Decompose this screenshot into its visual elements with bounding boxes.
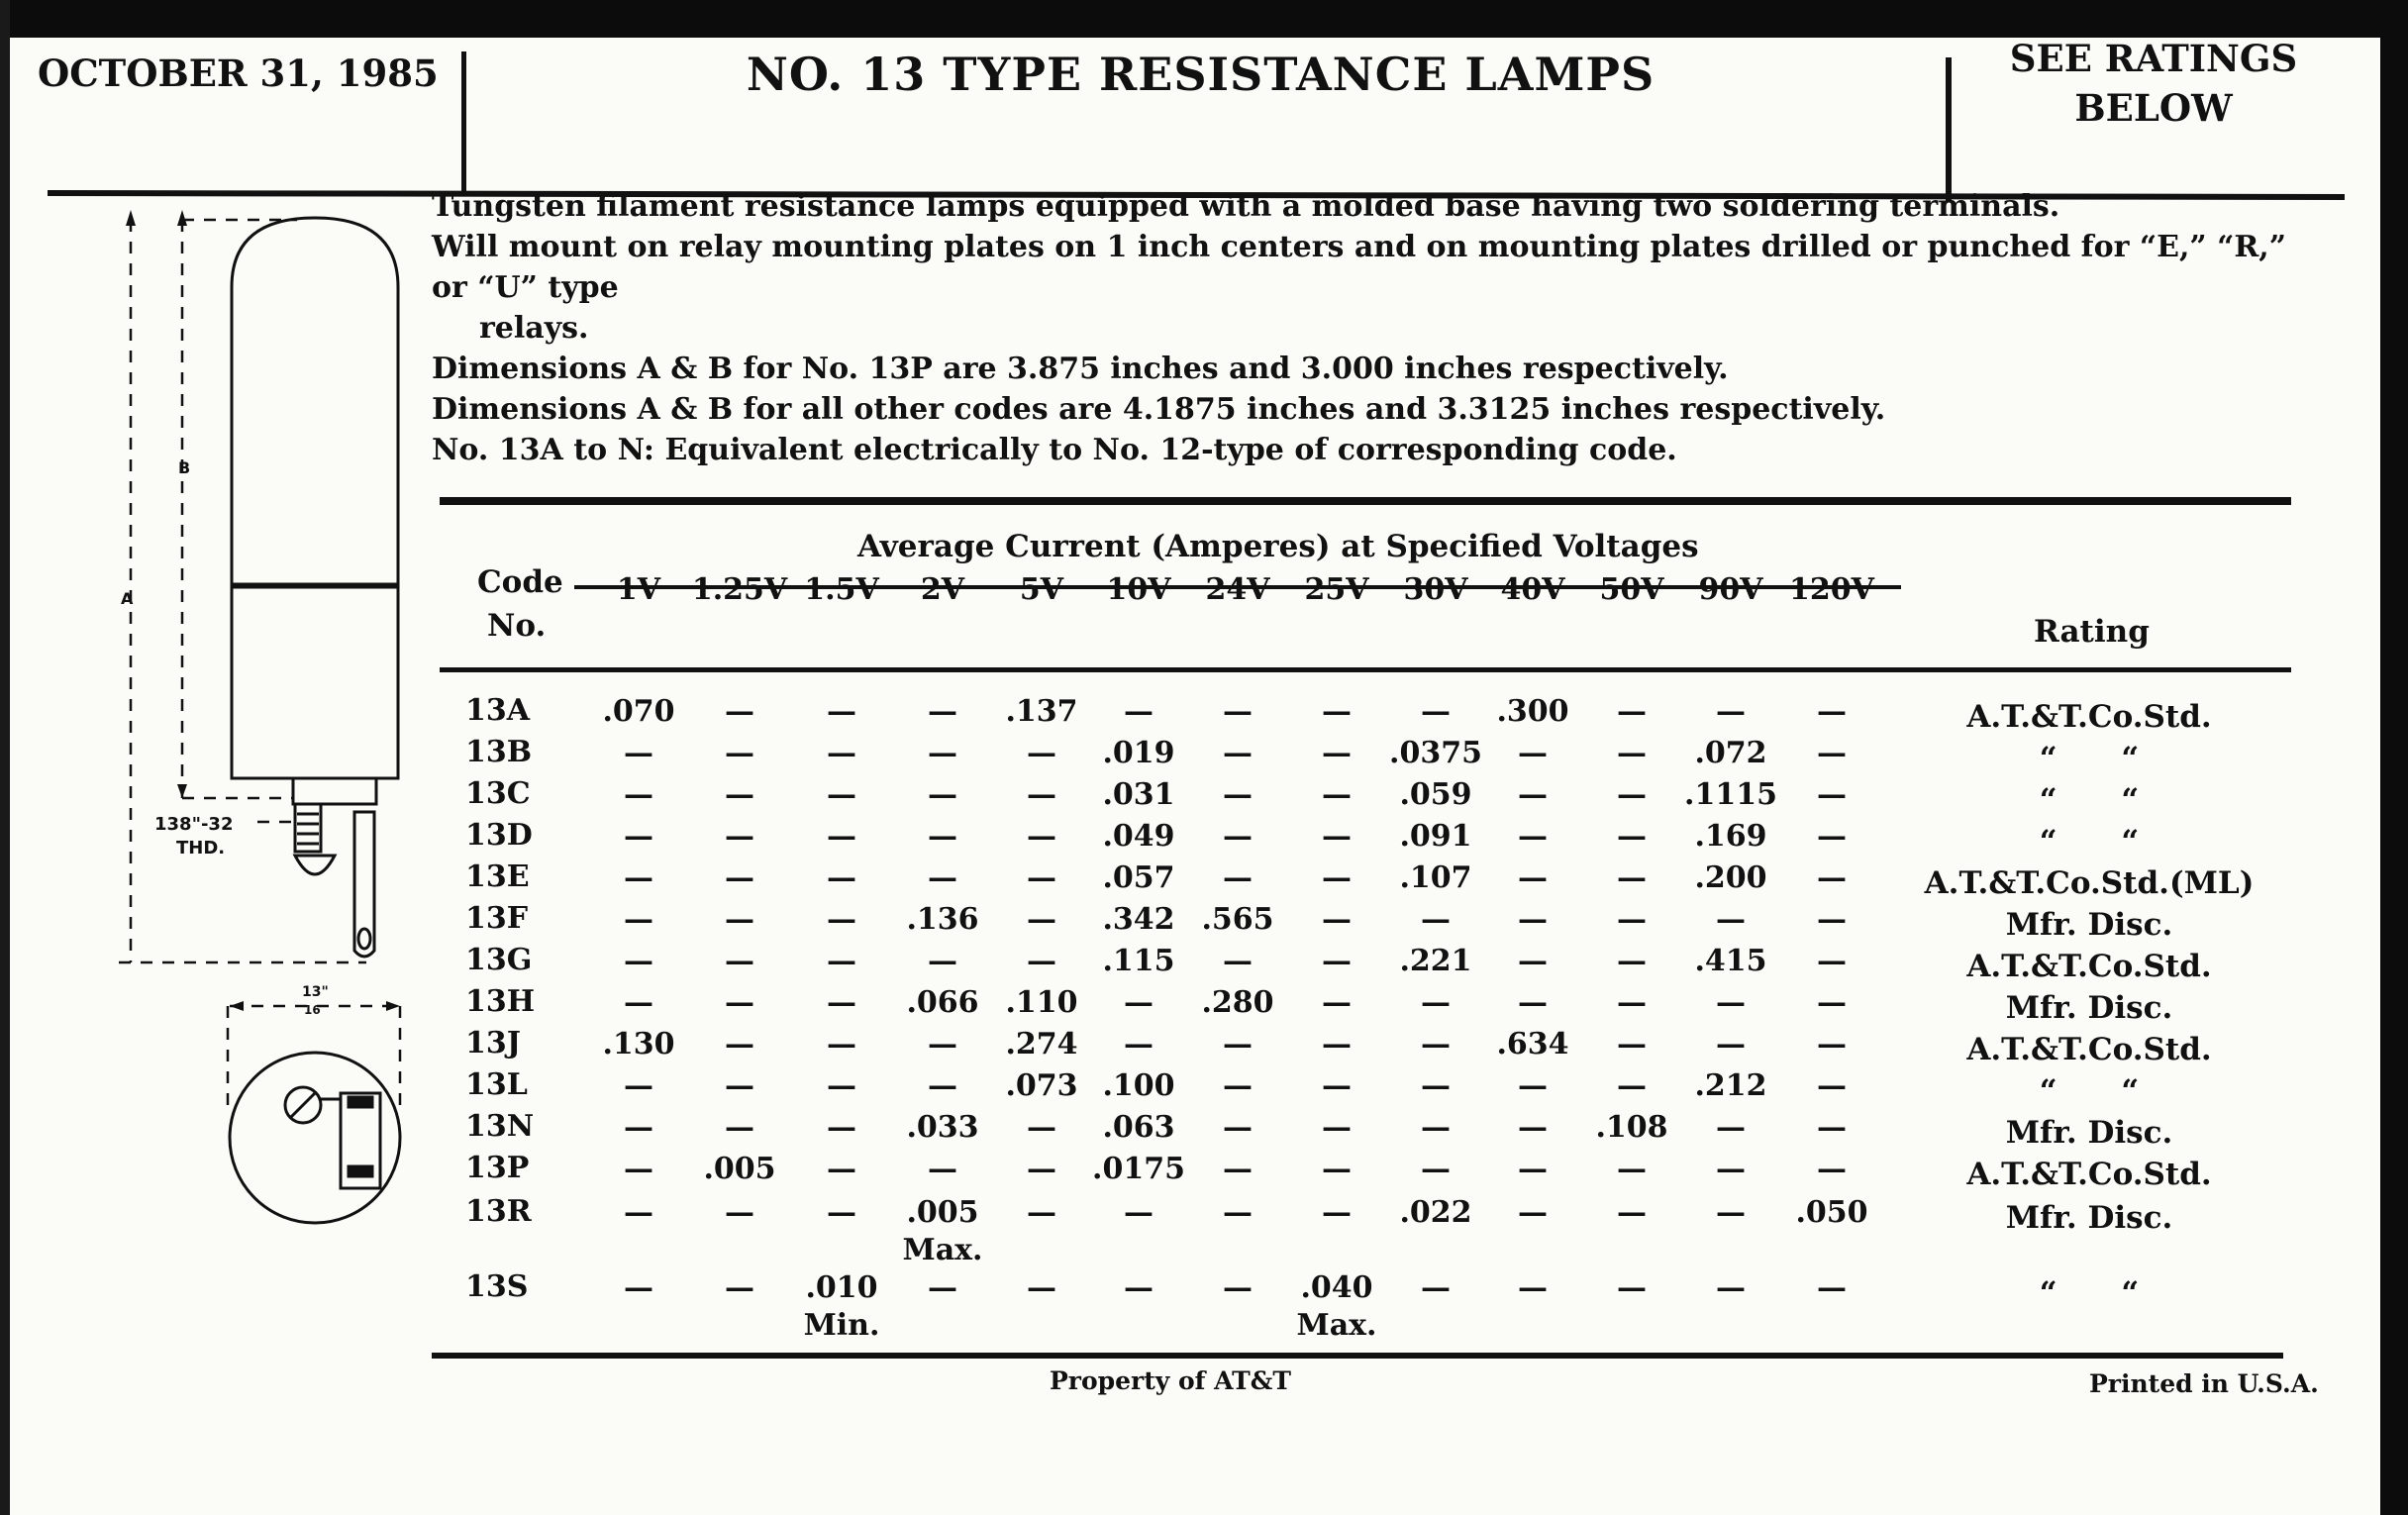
page-title: NO. 13 TYPE RESISTANCE LAMPS bbox=[746, 48, 1656, 101]
table-cell: — bbox=[1027, 944, 1056, 978]
description-line: Dimensions A & B for No. 13P are 3.875 inches and 3.000 inches respectively. bbox=[432, 352, 1729, 386]
table-cell: .107 bbox=[1399, 860, 1472, 895]
row-code: 13G bbox=[465, 943, 533, 977]
table-cell: — bbox=[1617, 819, 1647, 854]
table-cell: — bbox=[1518, 902, 1548, 937]
table-cell: — bbox=[928, 777, 957, 812]
table-cell: — bbox=[1716, 985, 1746, 1020]
table-cell: — bbox=[1617, 860, 1647, 895]
cell-note: Max. bbox=[1296, 1308, 1377, 1343]
table-cell: — bbox=[1817, 1270, 1847, 1305]
description-line: Tungsten filament resistance lamps equipped with a molded base having two soldering terminals. bbox=[432, 189, 2060, 224]
printed-note: Printed in U.S.A. bbox=[2089, 1369, 2319, 1398]
table-cell: — bbox=[1716, 1110, 1746, 1145]
table-cell: .1115 bbox=[1684, 777, 1777, 812]
table-cell: — bbox=[1817, 694, 1847, 729]
table-cell: .115 bbox=[1102, 944, 1175, 978]
table-cell: — bbox=[928, 1152, 957, 1186]
table-cell: — bbox=[827, 860, 856, 895]
table-cell: — bbox=[1027, 819, 1056, 854]
table-cell: — bbox=[1817, 819, 1847, 854]
table-cell: .137 bbox=[1005, 694, 1078, 729]
table-cell: — bbox=[827, 985, 856, 1020]
table-cell: — bbox=[1223, 1270, 1253, 1305]
table-cell: — bbox=[1223, 694, 1253, 729]
table-cell: — bbox=[1223, 819, 1253, 854]
table-cell: — bbox=[1617, 944, 1647, 978]
table-cell: .031 bbox=[1102, 777, 1175, 812]
see-ratings-line2: BELOW bbox=[2074, 86, 2233, 130]
table-cell: — bbox=[1421, 902, 1451, 937]
table-cell: — bbox=[725, 860, 754, 895]
thread-label: THD. bbox=[176, 838, 226, 858]
table-cell: .022 bbox=[1399, 1195, 1472, 1230]
table-cell: — bbox=[1518, 985, 1548, 1020]
table-cell: .059 bbox=[1399, 777, 1472, 812]
voltage-header: 40V bbox=[1500, 572, 1565, 607]
table-cell: — bbox=[1716, 1027, 1746, 1061]
table-cell: — bbox=[1322, 944, 1352, 978]
table-cell: .072 bbox=[1694, 736, 1767, 770]
table-cell: — bbox=[1617, 1068, 1647, 1103]
row-rating: Mfr. Disc. bbox=[2005, 907, 2173, 943]
table-cell: — bbox=[928, 944, 957, 978]
table-cell: .073 bbox=[1005, 1068, 1078, 1103]
table-cell: — bbox=[827, 694, 856, 729]
table-cell: .342 bbox=[1102, 902, 1175, 937]
table-cell: — bbox=[725, 1110, 754, 1145]
table-cell: — bbox=[928, 736, 957, 770]
table-cell: — bbox=[1617, 777, 1647, 812]
table-cell: .005 bbox=[906, 1195, 979, 1230]
table-cell: .040 bbox=[1300, 1270, 1373, 1305]
table-cell: — bbox=[725, 1270, 754, 1305]
table-cell: — bbox=[624, 1110, 653, 1145]
table-cell: .212 bbox=[1694, 1068, 1767, 1103]
table-cell: — bbox=[928, 819, 957, 854]
dimension-b-label: B bbox=[178, 458, 191, 477]
table-cell: — bbox=[1027, 1152, 1056, 1186]
table-cell: .200 bbox=[1694, 860, 1767, 895]
table-cell: — bbox=[1817, 860, 1847, 895]
table-cell: — bbox=[1223, 1068, 1253, 1103]
lamp-bulb-outline bbox=[232, 218, 398, 584]
table-cell: — bbox=[725, 1027, 754, 1061]
voltage-header: 90V bbox=[1698, 572, 1763, 607]
row-rating: A.T.&T.Co.Std. bbox=[1966, 949, 2212, 984]
table-cell: — bbox=[1421, 1270, 1451, 1305]
voltage-header: 5V bbox=[1019, 572, 1064, 607]
table-cell: .415 bbox=[1694, 944, 1767, 978]
table-cell: — bbox=[624, 1270, 653, 1305]
table-cell: — bbox=[624, 985, 653, 1020]
table-cell: — bbox=[1421, 1110, 1451, 1145]
table-cell: — bbox=[1322, 777, 1352, 812]
table-cell: — bbox=[827, 944, 856, 978]
voltage-header: 24V bbox=[1205, 572, 1270, 607]
table-cell: — bbox=[827, 902, 856, 937]
table-cell: — bbox=[1518, 1068, 1548, 1103]
table-cell: — bbox=[1617, 1195, 1647, 1230]
table-cell: — bbox=[928, 1027, 957, 1061]
row-code: 13F bbox=[465, 901, 529, 936]
voltage-header: 1.25V bbox=[691, 572, 788, 607]
row-code: 13H bbox=[465, 984, 536, 1019]
table-cell: — bbox=[1027, 736, 1056, 770]
row-rating: Mfr. Disc. bbox=[2005, 1200, 2173, 1236]
voltage-header: 120V bbox=[1789, 572, 1874, 607]
table-cell: — bbox=[624, 777, 653, 812]
cell-note: Max. bbox=[902, 1233, 983, 1267]
row-rating: A.T.&T.Co.Std. bbox=[1966, 1157, 2212, 1192]
voltage-header: 50V bbox=[1599, 572, 1664, 607]
table-cell: — bbox=[1223, 1027, 1253, 1061]
table-cell: — bbox=[725, 1068, 754, 1103]
table-cell: — bbox=[1716, 1270, 1746, 1305]
table-cell: — bbox=[1322, 1027, 1352, 1061]
table-cell: — bbox=[827, 1068, 856, 1103]
row-code: 13B bbox=[465, 735, 533, 769]
table-cell: — bbox=[1518, 819, 1548, 854]
table-cell: .019 bbox=[1102, 736, 1175, 770]
table-cell: — bbox=[1124, 1195, 1154, 1230]
table-cell: — bbox=[1322, 694, 1352, 729]
table-cell: .300 bbox=[1496, 694, 1569, 729]
voltage-header: 1V bbox=[616, 572, 661, 607]
voltage-header: 25V bbox=[1304, 572, 1369, 607]
row-code: 13L bbox=[465, 1067, 528, 1102]
table-cell: — bbox=[1518, 860, 1548, 895]
table-cell: — bbox=[1027, 1195, 1056, 1230]
table-cell: .110 bbox=[1005, 985, 1078, 1020]
table-cell: — bbox=[725, 777, 754, 812]
table-cell: — bbox=[1617, 902, 1647, 937]
table-cell: — bbox=[928, 694, 957, 729]
row-code: 13A bbox=[465, 693, 531, 728]
table-cell: — bbox=[1817, 1152, 1847, 1186]
table-cell: — bbox=[1421, 1152, 1451, 1186]
table-cell: — bbox=[1817, 736, 1847, 770]
table-cell: — bbox=[624, 736, 653, 770]
table-cell: — bbox=[1223, 944, 1253, 978]
table-cell: .130 bbox=[602, 1027, 675, 1061]
table-cell: — bbox=[1617, 1152, 1647, 1186]
table-cell: — bbox=[1322, 902, 1352, 937]
table-cell: — bbox=[1716, 902, 1746, 937]
table-cell: — bbox=[725, 819, 754, 854]
table-cell: — bbox=[1617, 1027, 1647, 1061]
width-label: 16 bbox=[304, 1003, 321, 1017]
table-cell: — bbox=[1716, 1195, 1746, 1230]
header-date: OCTOBER 31, 1985 bbox=[38, 51, 439, 95]
table-cell: — bbox=[1421, 1068, 1451, 1103]
table-cell: — bbox=[1817, 777, 1847, 812]
voltage-group-header: Average Current (Amperes) at Specified Voltages bbox=[857, 529, 1699, 564]
table-bottom-rule bbox=[432, 1353, 2283, 1359]
table-cell: — bbox=[1518, 1152, 1548, 1186]
table-cell: — bbox=[1124, 1270, 1154, 1305]
row-rating: Mfr. Disc. bbox=[2005, 990, 2173, 1026]
row-code: 13R bbox=[465, 1194, 532, 1229]
table-cell: — bbox=[1322, 819, 1352, 854]
table-cell: — bbox=[1027, 777, 1056, 812]
row-code: 13J bbox=[465, 1026, 521, 1060]
thread-label: 138"-32 bbox=[154, 814, 234, 835]
row-rating: “ “ bbox=[2039, 741, 2140, 776]
table-cell: — bbox=[1322, 1152, 1352, 1186]
table-cell: — bbox=[1817, 1027, 1847, 1061]
table-cell: — bbox=[624, 1195, 653, 1230]
table-cell: — bbox=[624, 944, 653, 978]
dimension-a-label: A bbox=[121, 589, 134, 608]
table-cell: — bbox=[1223, 1152, 1253, 1186]
table-cell: — bbox=[1817, 985, 1847, 1020]
rating-header: Rating bbox=[2034, 614, 2150, 650]
table-cell: .280 bbox=[1201, 985, 1274, 1020]
table-cell: — bbox=[1223, 1195, 1253, 1230]
table-cell: — bbox=[1027, 902, 1056, 937]
table-cell: — bbox=[1027, 860, 1056, 895]
table-cell: — bbox=[725, 902, 754, 937]
table-cell: — bbox=[1223, 1110, 1253, 1145]
width-label: 13" bbox=[302, 984, 329, 1000]
table-cell: — bbox=[1716, 1152, 1746, 1186]
table-cell: .050 bbox=[1795, 1195, 1868, 1230]
description-line: No. 13A to N: Equivalent electrically to No. 12-type of corresponding code. bbox=[432, 433, 1677, 467]
row-rating: A.T.&T.Co.Std. bbox=[1966, 1032, 2212, 1067]
row-code: 13C bbox=[465, 776, 531, 811]
table-cell: — bbox=[1027, 1110, 1056, 1145]
table-cell: — bbox=[1817, 1068, 1847, 1103]
table-cell: — bbox=[624, 1068, 653, 1103]
table-cell: — bbox=[1124, 985, 1154, 1020]
terminal-block bbox=[293, 778, 376, 804]
table-cell: .091 bbox=[1399, 819, 1472, 854]
table-cell: — bbox=[624, 819, 653, 854]
table-cell: — bbox=[1027, 1270, 1056, 1305]
table-cell: — bbox=[1322, 1068, 1352, 1103]
table-cell: .221 bbox=[1399, 944, 1472, 978]
description-line: Dimensions A & B for all other codes are 4.1875 inches and 3.3125 inches respectively. bbox=[432, 392, 1886, 427]
row-rating: “ “ bbox=[2039, 1073, 2140, 1109]
cell-note: Min. bbox=[803, 1308, 880, 1343]
table-cell: — bbox=[827, 819, 856, 854]
table-cell: — bbox=[1518, 1195, 1548, 1230]
table-cell: — bbox=[624, 860, 653, 895]
table-cell: .066 bbox=[906, 985, 979, 1020]
table-cell: — bbox=[1223, 736, 1253, 770]
table-cell: .010 bbox=[805, 1270, 878, 1305]
table-cell: .0175 bbox=[1092, 1152, 1185, 1186]
row-code: 13S bbox=[465, 1269, 529, 1304]
table-cell: — bbox=[1322, 1195, 1352, 1230]
table-cell: — bbox=[624, 902, 653, 937]
table-cell: — bbox=[1518, 944, 1548, 978]
table-cell: — bbox=[1322, 985, 1352, 1020]
row-rating: “ “ bbox=[2039, 1275, 2140, 1311]
table-cell: — bbox=[1322, 860, 1352, 895]
table-cell: .274 bbox=[1005, 1027, 1078, 1061]
table-cell: — bbox=[1518, 777, 1548, 812]
table-cell: — bbox=[1817, 944, 1847, 978]
row-rating: A.T.&T.Co.Std.(ML) bbox=[1924, 865, 2255, 901]
table-cell: — bbox=[827, 1195, 856, 1230]
table-cell: — bbox=[827, 736, 856, 770]
table-cell: — bbox=[725, 985, 754, 1020]
table-cell: — bbox=[827, 777, 856, 812]
table-cell: — bbox=[928, 860, 957, 895]
table-cell: — bbox=[827, 1027, 856, 1061]
screw-head bbox=[295, 856, 335, 874]
table-cell: .070 bbox=[602, 694, 675, 729]
voltage-header: 1.5V bbox=[804, 572, 879, 607]
property-note: Property of AT&T bbox=[1050, 1366, 1291, 1395]
table-cell: — bbox=[1817, 902, 1847, 937]
end-view-circle bbox=[230, 1053, 400, 1223]
code-header: No. bbox=[487, 608, 547, 644]
table-cell: — bbox=[1322, 1110, 1352, 1145]
voltage-header: 10V bbox=[1106, 572, 1171, 607]
table-cell: — bbox=[624, 1152, 653, 1186]
table-cell: — bbox=[1817, 1110, 1847, 1145]
table-cell: — bbox=[725, 1195, 754, 1230]
table-cell: .0375 bbox=[1389, 736, 1482, 770]
lamp-base bbox=[232, 584, 398, 778]
description-line: relays. bbox=[479, 311, 589, 346]
voltage-header: 2V bbox=[920, 572, 965, 607]
table-cell: — bbox=[1223, 860, 1253, 895]
table-cell: .136 bbox=[906, 902, 979, 937]
row-rating: “ “ bbox=[2039, 824, 2140, 859]
table-cell: .033 bbox=[906, 1110, 979, 1145]
table-cell: .057 bbox=[1102, 860, 1175, 895]
description-line: Will mount on relay mounting plates on 1 inch centers and on mounting plates drilled or punched for “E,” “R,” or “U” type bbox=[432, 230, 2286, 305]
code-header: Code bbox=[477, 564, 563, 600]
row-rating: A.T.&T.Co.Std. bbox=[1966, 699, 2212, 735]
table-cell: — bbox=[1617, 1270, 1647, 1305]
row-code: 13D bbox=[465, 818, 533, 853]
table-cell: — bbox=[1617, 736, 1647, 770]
row-code: 13P bbox=[465, 1151, 530, 1185]
table-cell: — bbox=[1124, 1027, 1154, 1061]
table-cell: — bbox=[725, 694, 754, 729]
table-cell: .049 bbox=[1102, 819, 1175, 854]
row-rating: “ “ bbox=[2039, 782, 2140, 818]
voltage-header: 30V bbox=[1403, 572, 1468, 607]
table-cell: — bbox=[1223, 777, 1253, 812]
table-cell: .100 bbox=[1102, 1068, 1175, 1103]
table-cell: .108 bbox=[1595, 1110, 1668, 1145]
row-code: 13E bbox=[465, 859, 530, 894]
table-header-rule bbox=[440, 667, 2291, 672]
table-cell: — bbox=[725, 736, 754, 770]
table-cell: — bbox=[1617, 985, 1647, 1020]
table-cell: — bbox=[725, 944, 754, 978]
table-cell: — bbox=[1124, 694, 1154, 729]
table-cell: — bbox=[928, 1068, 957, 1103]
row-rating: Mfr. Disc. bbox=[2005, 1115, 2173, 1151]
table-cell: — bbox=[1518, 736, 1548, 770]
table-cell: — bbox=[1421, 985, 1451, 1020]
table-cell: .005 bbox=[703, 1152, 776, 1186]
table-cell: .634 bbox=[1496, 1027, 1569, 1061]
table-cell: — bbox=[1716, 694, 1746, 729]
table-cell: — bbox=[1518, 1270, 1548, 1305]
table-cell: — bbox=[1421, 1027, 1451, 1061]
table-cell: .063 bbox=[1102, 1110, 1175, 1145]
see-ratings-line1: SEE RATINGS bbox=[2009, 37, 2298, 80]
table-cell: — bbox=[1617, 694, 1647, 729]
table-cell: .169 bbox=[1694, 819, 1767, 854]
table-cell: .565 bbox=[1201, 902, 1274, 937]
table-cell: — bbox=[1322, 736, 1352, 770]
table-cell: — bbox=[827, 1152, 856, 1186]
table-cell: — bbox=[827, 1110, 856, 1145]
row-code: 13N bbox=[465, 1109, 535, 1144]
table-cell: — bbox=[1421, 694, 1451, 729]
table-cell: — bbox=[928, 1270, 957, 1305]
table-cell: — bbox=[1518, 1110, 1548, 1145]
